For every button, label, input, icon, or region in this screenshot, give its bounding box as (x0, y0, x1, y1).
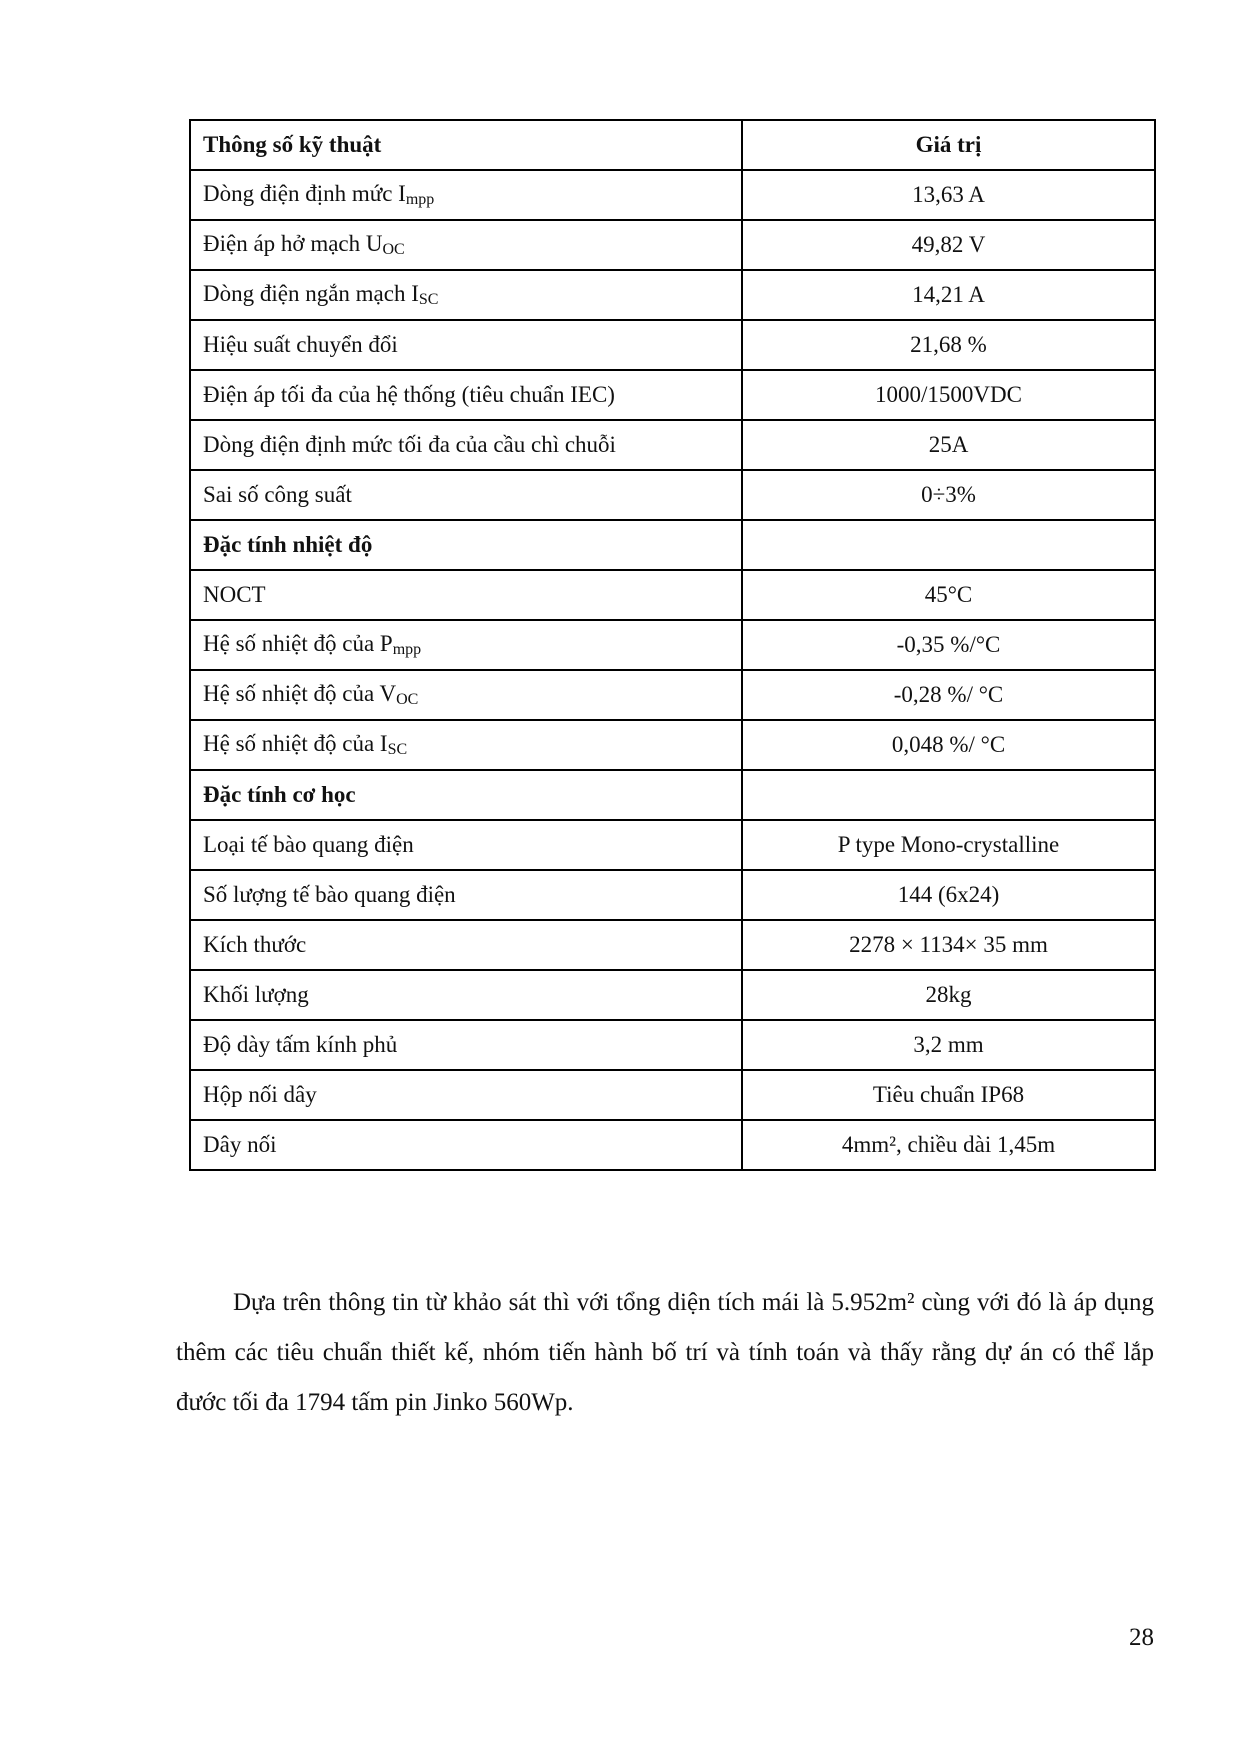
param-cell (190, 420, 742, 470)
param-subscript: OC (382, 241, 405, 258)
param-subscript: SC (387, 741, 408, 758)
section-row (190, 770, 1155, 820)
param-label: Dòng điện định mức I (203, 181, 406, 206)
value-cell: -0,35 %/°C (742, 620, 1155, 670)
param-cell (190, 570, 742, 620)
header-param: Thông số kỹ thuật (190, 120, 742, 170)
param-cell (190, 920, 742, 970)
section-empty-cell (742, 520, 1155, 570)
value-cell: 144 (6x24) (742, 870, 1155, 920)
section-title: Đặc tính nhiệt độ (190, 520, 742, 570)
param-label: Hiệu suất chuyển đổi (203, 332, 398, 357)
param-cell (190, 270, 742, 320)
value-cell: 2278 × 1134× 35 mm (742, 920, 1155, 970)
table-row (190, 720, 1155, 770)
value-cell: 49,82 V (742, 220, 1155, 270)
table-row (190, 320, 1155, 370)
table-row (190, 920, 1155, 970)
value-cell: Tiêu chuẩn IP68 (742, 1070, 1155, 1120)
section-row (190, 520, 1155, 570)
value-cell: 25A (742, 420, 1155, 470)
param-label: Sai số công suất (203, 482, 352, 507)
value-cell: 14,21 A (742, 270, 1155, 320)
param-label: Loại tế bào quang điện (203, 832, 414, 857)
table-row (190, 470, 1155, 520)
value-cell: 28kg (742, 970, 1155, 1020)
param-subscript: SC (418, 291, 439, 308)
param-label: Điện áp hở mạch U (203, 231, 383, 256)
table-row (190, 270, 1155, 320)
param-cell (190, 470, 742, 520)
page-number: 28 (1129, 1624, 1154, 1651)
table-row (190, 420, 1155, 470)
header-value: Giá trị (742, 120, 1155, 170)
table-row (190, 370, 1155, 420)
table-row (190, 220, 1155, 270)
param-label: Hệ số nhiệt độ của I (203, 731, 388, 756)
param-cell (190, 370, 742, 420)
value-cell: 0÷3% (742, 470, 1155, 520)
param-cell (190, 1020, 742, 1070)
param-label: Dòng điện ngắn mạch I (203, 281, 419, 306)
table-row (190, 1120, 1155, 1170)
param-cell (190, 1070, 742, 1120)
param-cell (190, 220, 742, 270)
section-empty-cell (742, 770, 1155, 820)
param-subscript: mpp (392, 641, 422, 658)
table-row (190, 570, 1155, 620)
param-label: Kích thước (203, 932, 307, 957)
param-label: Điện áp tối đa của hệ thống (tiêu chuẩn IEC) (203, 382, 615, 407)
param-label: Hộp nối dây (203, 1082, 317, 1107)
value-cell: 3,2 mm (742, 1020, 1155, 1070)
table-row (190, 870, 1155, 920)
param-cell (190, 170, 742, 220)
param-cell (190, 670, 742, 720)
table-row (190, 970, 1155, 1020)
param-cell (190, 620, 742, 670)
table-header-row (190, 120, 1155, 170)
value-cell: P type Mono-crystalline (742, 820, 1155, 870)
paragraph-text: Dựa trên thông tin từ khảo sát thì với tổng diện tích mái là 5.952m² cùng với đó là áp dụng thêm các tiêu chuẩn thiết kế, nhóm tiến hành bố trí và tính toán và thấy rằng dự án có thể lắp đước tối đa 1794 tấm pin Jinko 560Wp. (176, 1289, 1154, 1416)
param-label: Độ dày tấm kính phủ (203, 1032, 398, 1057)
param-label: Dòng điện định mức tối đa của cầu chì chuỗi (203, 432, 616, 457)
param-label: NOCT (203, 582, 266, 607)
table-row (190, 820, 1155, 870)
table-row (190, 1070, 1155, 1120)
table-row (190, 670, 1155, 720)
param-label: Số lượng tế bào quang điện (203, 882, 456, 907)
value-cell: 21,68 % (742, 320, 1155, 370)
param-cell (190, 320, 742, 370)
value-cell: 1000/1500VDC (742, 370, 1155, 420)
param-subscript: mpp (405, 191, 435, 208)
table-body (190, 170, 1155, 1170)
param-cell (190, 720, 742, 770)
value-cell: 4mm², chiều dài 1,45m (742, 1120, 1155, 1170)
param-cell (190, 970, 742, 1020)
value-cell: 0,048 %/ °C (742, 720, 1155, 770)
value-cell: 45°C (742, 570, 1155, 620)
param-cell (190, 870, 742, 920)
param-label: Hệ số nhiệt độ của P (203, 631, 393, 656)
param-label: Hệ số nhiệt độ của V (203, 681, 397, 706)
value-cell: 13,63 A (742, 170, 1155, 220)
specification-table (189, 119, 1156, 1171)
param-label: Dây nối (203, 1132, 277, 1157)
param-label: Khối lượng (203, 982, 309, 1007)
value-cell: -0,28 %/ °C (742, 670, 1155, 720)
param-cell (190, 1120, 742, 1170)
table-row (190, 170, 1155, 220)
table-row (190, 1020, 1155, 1070)
section-title: Đặc tính cơ học (190, 770, 742, 820)
body-paragraph (176, 1278, 1154, 1428)
table-row (190, 620, 1155, 670)
param-subscript: OC (396, 691, 419, 708)
param-cell (190, 820, 742, 870)
